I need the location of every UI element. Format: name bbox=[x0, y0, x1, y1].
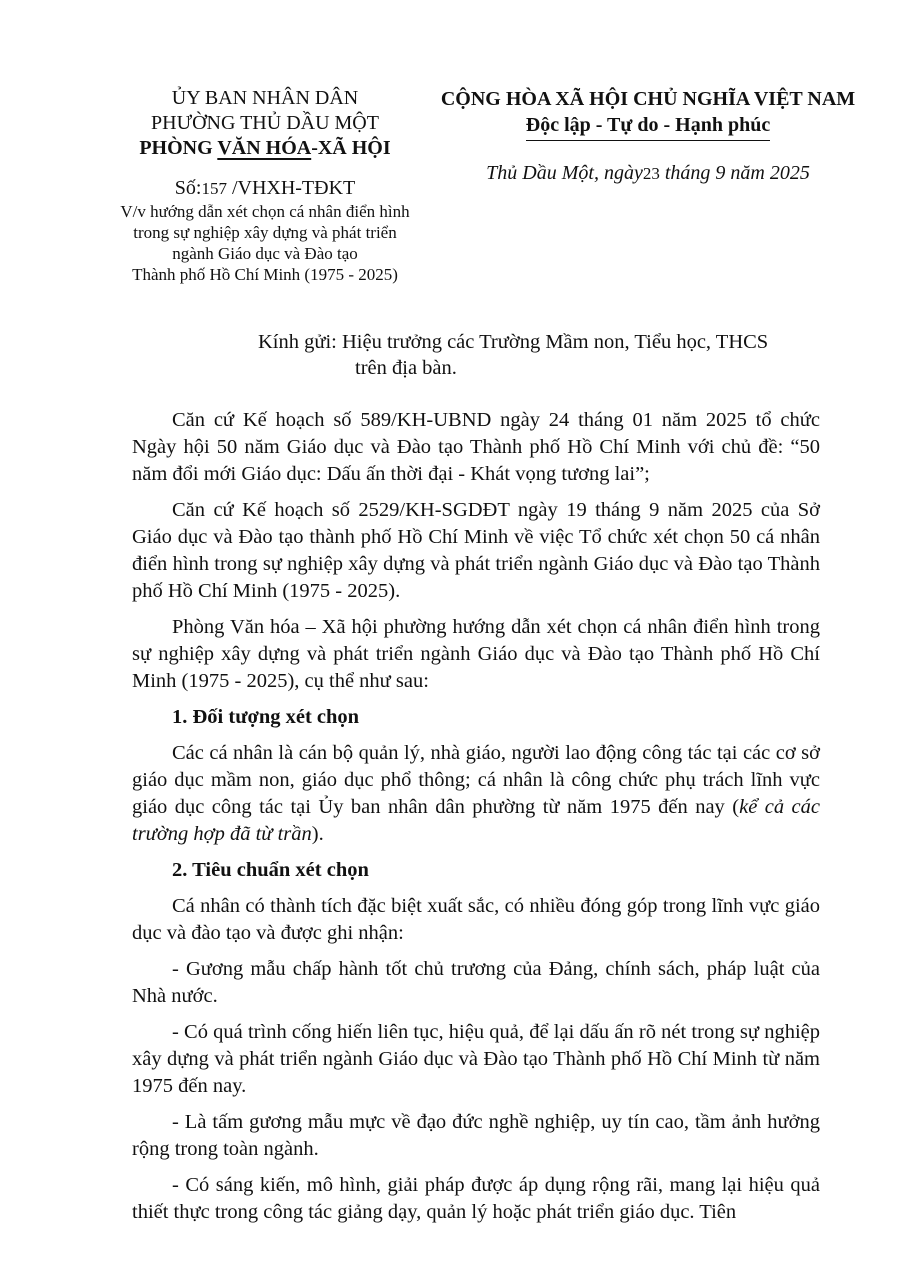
date-prefix: Thủ Dầu Một, ngày bbox=[486, 162, 643, 184]
number-suffix: /VHXH-TĐKT bbox=[226, 177, 356, 199]
section-1-text bbox=[132, 740, 820, 848]
recipient-line-1: Kính gửi: Hiệu trưởng các Trường Mầm non, Tiểu học, THCS bbox=[258, 331, 769, 353]
criteria-bullet-1: - Gương mẫu chấp hành tốt chủ trương của Đảng, chính sách, pháp luật của Nhà nước. bbox=[132, 958, 820, 1007]
section-2-intro: Cá nhân có thành tích đặc biệt xuất sắc, có nhiều đóng góp trong lĩnh vực giáo dục và đào tạo và được ghi nhận: bbox=[132, 895, 820, 944]
issue-date bbox=[428, 160, 868, 187]
document-number bbox=[100, 176, 430, 201]
section-1-title: 1. Đối tượng xét chọn bbox=[172, 706, 360, 728]
issuing-agency-block bbox=[100, 86, 430, 285]
recipient-block bbox=[258, 329, 838, 381]
national-motto: Độc lập - Tự do - Hạnh phúc bbox=[526, 112, 770, 141]
paragraph-basis-2: Căn cứ Kế hoạch số 2529/KH-SGDĐT ngày 19 tháng 9 năm 2025 của Sở Giáo dục và Đào tạo thành phố Hồ Chí Minh về việc Tổ chức xét chọn 50 cá nhân điển hình trong sự nghiệp xây dựng và phát triển ngành Giáo dục và Đào tạo Thành phố Hồ Chí Minh (1975 - 2025). bbox=[132, 499, 820, 602]
date-suffix: tháng 9 năm 2025 bbox=[659, 162, 810, 184]
paragraph-basis-1: Căn cứ Kế hoạch số 589/KH-UBND ngày 24 tháng 01 năm 2025 tổ chức Ngày hội 50 năm Giáo dục và Đào tạo Thành phố Hồ Chí Minh với chủ đề: “50 năm đổi mới Giáo dục: Dấu ấn thời đại - Khát vọng tương lai”; bbox=[132, 409, 820, 485]
section-1-text-main: Các cá nhân là cán bộ quản lý, nhà giáo, người lao động công tác tại các cơ sở giáo dục mầm non, giáo dục phổ thông; cá nhân là công chức phụ trách lĩnh vực giáo dục công tác tại Ủy ban nhân dân phường từ năm 1975 đến nay ( bbox=[132, 742, 820, 818]
number-prefix: Số: bbox=[174, 177, 202, 199]
criteria-bullet-4: - Có sáng kiến, mô hình, giải pháp được áp dụng rộng rãi, mang lại hiệu quả thiết thực trong công tác giảng dạy, quản lý hoặc phát triển giáo dục. Tiên bbox=[132, 1174, 820, 1223]
subject-block bbox=[100, 201, 430, 285]
criteria-bullet-3: - Là tấm gương mẫu mực về đạo đức nghề nghiệp, uy tín cao, tầm ảnh hưởng rộng trong toàn ngành. bbox=[132, 1111, 820, 1160]
org-line-3 bbox=[100, 136, 430, 161]
section-1-text-italic: kể cả các trường hợp đã từ trần bbox=[132, 796, 820, 845]
org-line-1: ỦY BAN NHÂN DÂN bbox=[171, 87, 359, 109]
document-body bbox=[132, 407, 820, 1235]
org-line-3-post: -XÃ HỘI bbox=[311, 137, 391, 159]
subject-line-2: trong sự nghiệp xây dựng và phát triển bbox=[133, 223, 397, 242]
date-day: 23 bbox=[642, 164, 660, 183]
country-name: CỘNG HÒA XÃ HỘI CHỦ NGHĨA VIỆT NAM bbox=[440, 88, 856, 110]
org-line-3-pre: PHÒNG bbox=[139, 137, 218, 159]
subject-line-3: ngành Giáo dục và Đào tạo bbox=[172, 244, 358, 263]
subject-line-1: V/v hướng dẫn xét chọn cá nhân điển hình bbox=[120, 202, 410, 221]
national-header-block bbox=[428, 86, 868, 187]
section-2-title: 2. Tiêu chuẩn xét chọn bbox=[172, 859, 369, 881]
section-1-text-end: ). bbox=[311, 823, 324, 845]
subject-line-4: Thành phố Hồ Chí Minh (1975 - 2025) bbox=[132, 265, 398, 284]
org-line-2: PHƯỜNG THỦ DẦU MỘT bbox=[151, 112, 379, 134]
criteria-bullet-2: - Có quá trình cống hiến liên tục, hiệu quả, để lại dấu ấn rõ nét trong sự nghiệp xây dựng và phát triển ngành Giáo dục và Đào tạo Thành phố Hồ Chí Minh từ năm 1975 đến nay. bbox=[132, 1021, 820, 1097]
number-value: 157 bbox=[201, 179, 227, 198]
org-line-3-underlined: VĂN HÓA bbox=[217, 137, 312, 159]
recipient-line-2: trên địa bàn. bbox=[355, 357, 457, 379]
paragraph-guidance: Phòng Văn hóa – Xã hội phường hướng dẫn xét chọn cá nhân điển hình trong sự nghiệp xây dựng và phát triển ngành Giáo dục và Đào tạo Thành phố Hồ Chí Minh (1975 - 2025), cụ thể như sau: bbox=[132, 616, 820, 692]
